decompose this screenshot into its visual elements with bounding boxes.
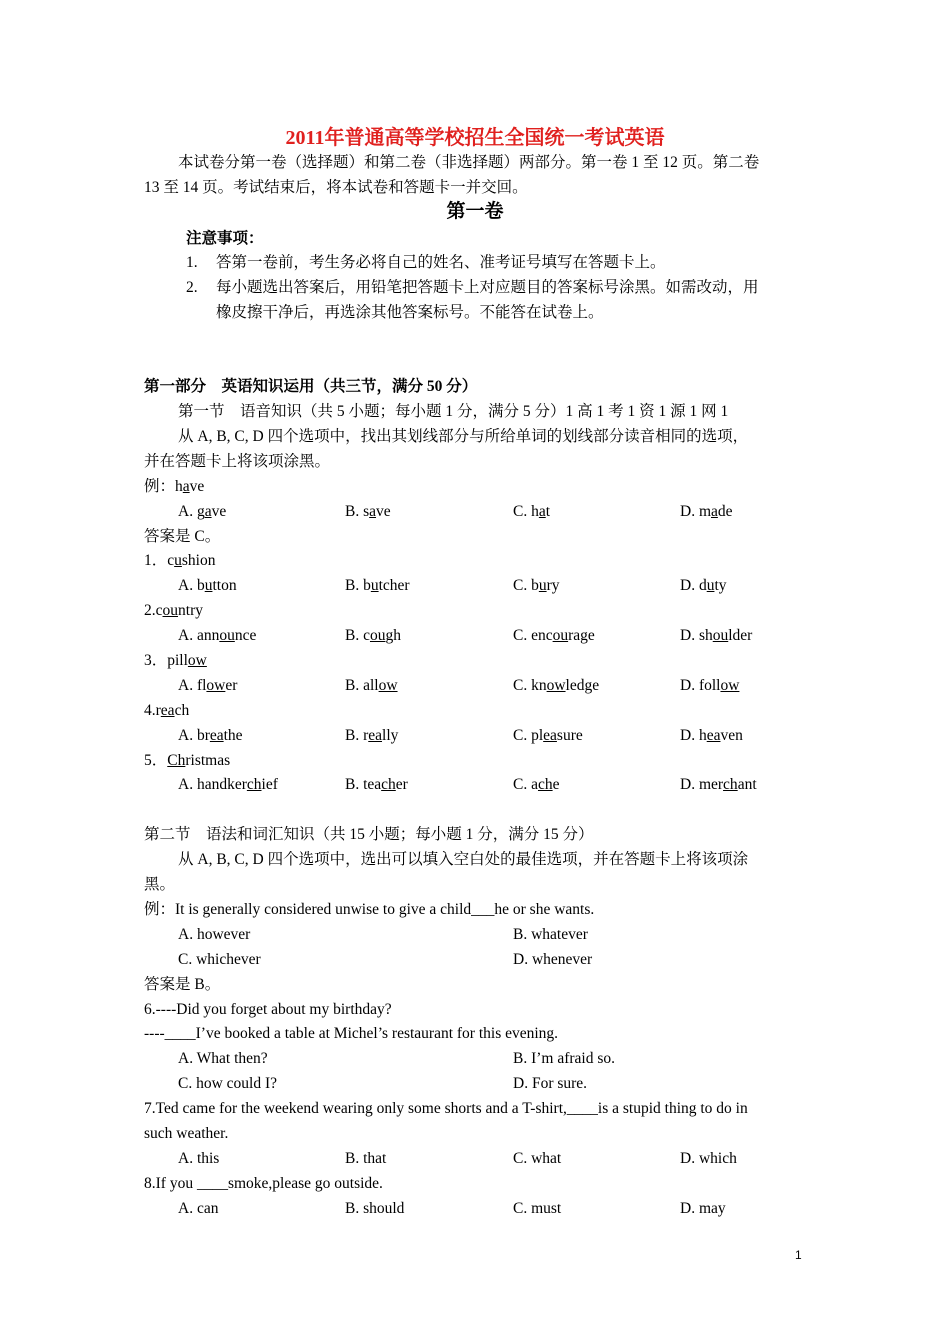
section-2-instruction-cont: 黑。: [144, 876, 176, 893]
question-6-stem-cont: ----____I’ve booked a table at Michel’s restaurant for this evening.: [144, 1025, 559, 1042]
option-b: B. allow: [345, 677, 398, 694]
option-c: C. pleasure: [513, 727, 583, 744]
option-a: A. announce: [178, 627, 257, 644]
option-d: D. made: [680, 503, 733, 520]
section-2-heading: 第二节 语法和词汇知识（共 15 小题；每小题 1 分，满分 15 分）: [144, 826, 594, 843]
notice-item-2: [186, 275, 850, 300]
option-c: C. hat: [513, 503, 551, 520]
option-d: D. duty: [680, 577, 727, 594]
question-6-stem: 6.----Did you forget about my birthday?: [144, 1001, 392, 1018]
option-c: C. encourage: [513, 627, 595, 644]
notice-num: 1.: [186, 254, 198, 271]
option-d: D. heaven: [680, 727, 743, 744]
notice-title: 注意事项：: [186, 230, 264, 247]
option-c: C. whichever: [178, 951, 261, 968]
option-c: C. bury: [513, 577, 560, 594]
section-1-instruction-cont: 并在答题卡上将该项涂黑。: [144, 453, 331, 470]
option-d: D. whenever: [513, 951, 593, 968]
option-b: B. save: [345, 503, 391, 520]
option-c: C. knowledge: [513, 677, 600, 694]
option-a: A. handkerchief: [178, 776, 278, 793]
option-a: A. however: [178, 926, 251, 943]
question-1-stem: 1．cushion: [144, 552, 216, 569]
option-a: A. can: [178, 1200, 219, 1217]
example-1-answer: 答案是 C。: [144, 528, 221, 545]
option-c: C. must: [513, 1200, 562, 1217]
notice-item-2-cont: 橡皮擦干净后，再选涂其他答案标号。不能答在试卷上。: [216, 304, 604, 321]
option-d: D. which: [680, 1150, 737, 1167]
notice-item-1: [186, 250, 850, 275]
underlined-part: a: [182, 478, 190, 495]
option-b: B. cough: [345, 627, 401, 644]
option-d: D. merchant: [680, 776, 757, 793]
question-8-stem: 8.If you ____smoke,please go outside.: [144, 1175, 383, 1192]
section-2-instruction: 从 A, B, C, D 四个选项中，选出可以填入空白处的最佳选项，并在答题卡上将该项涂: [178, 851, 749, 868]
option-d: D. For sure.: [513, 1075, 588, 1092]
question-4-stem: 4.reach: [144, 702, 190, 719]
option-b: B. I’m afraid so.: [513, 1050, 616, 1067]
question-3-stem: 3．pillow: [144, 652, 207, 669]
intro-line-2: 13 至 14 页。考试结束后，将本试卷和答题卡一并交回。: [144, 179, 528, 196]
option-a: A. What then?: [178, 1050, 268, 1067]
question-5-stem: 5．Christmas: [144, 752, 231, 769]
option-b: B. should: [345, 1200, 405, 1217]
part-1-heading: 第一部分 英语知识运用（共三节，满分 50 分）: [144, 378, 478, 395]
intro-line-1: 本试卷分第一卷（选择题）和第二卷（非选择题）两部分。第一卷 1 至 12 页。第二卷: [178, 154, 760, 171]
notice-text: 答第一卷前，考生务必将自己的姓名、准考证号填写在答题卡上。: [216, 254, 666, 271]
word-part: h: [175, 478, 183, 495]
option-d: D. follow: [680, 677, 740, 694]
section-1-instruction: 从 A, B, C, D 四个选项中，找出其划线部分与所给单词的划线部分读音相同的选项，: [178, 428, 749, 445]
option-b: B. butcher: [345, 577, 410, 594]
example-1-stem: [144, 474, 808, 499]
question-2-stem: 2.country: [144, 602, 203, 619]
option-a: A. gave: [178, 503, 227, 520]
option-c: C. ache: [513, 776, 560, 793]
exam-title: 2011年普通高等学校招生全国统一考试英语: [285, 127, 665, 149]
option-a: A. button: [178, 577, 237, 594]
notice-num: 2.: [186, 279, 198, 296]
option-a: A. flower: [178, 677, 238, 694]
option-b: B. really: [345, 727, 399, 744]
option-b: B. whatever: [513, 926, 588, 943]
volume-heading: 第一卷: [446, 201, 504, 222]
option-d: D. shoulder: [680, 627, 753, 644]
example-2-answer: 答案是 B。: [144, 976, 221, 993]
question-7-stem-cont: such weather.: [144, 1125, 229, 1142]
word-part: ve: [189, 478, 205, 495]
option-d: D. may: [680, 1200, 726, 1217]
option-c: C. how could I?: [178, 1075, 278, 1092]
option-c: C. what: [513, 1150, 562, 1167]
question-7-stem: 7.Ted came for the weekend wearing only some shorts and a T-shirt,____is a stupid thing to do in: [144, 1100, 748, 1117]
option-a: A. this: [178, 1150, 220, 1167]
notice-text: 每小题选出答案后，用铅笔把答题卡上对应题目的答案标号涂黑。如需改动，用: [216, 279, 759, 296]
section-1-heading: 第一节 语音知识（共 5 小题；每小题 1 分，满分 5 分）1 高 1 考 1 资 1 源 1 网 1: [178, 403, 729, 420]
option-b: B. that: [345, 1150, 387, 1167]
page-number: 1: [795, 1248, 802, 1262]
option-a: A. breathe: [178, 727, 243, 744]
example-2-stem: 例：It is generally considered unwise to give a child___he or she wants.: [144, 901, 595, 918]
example-label: 例：: [144, 478, 176, 495]
option-b: B. teacher: [345, 776, 408, 793]
